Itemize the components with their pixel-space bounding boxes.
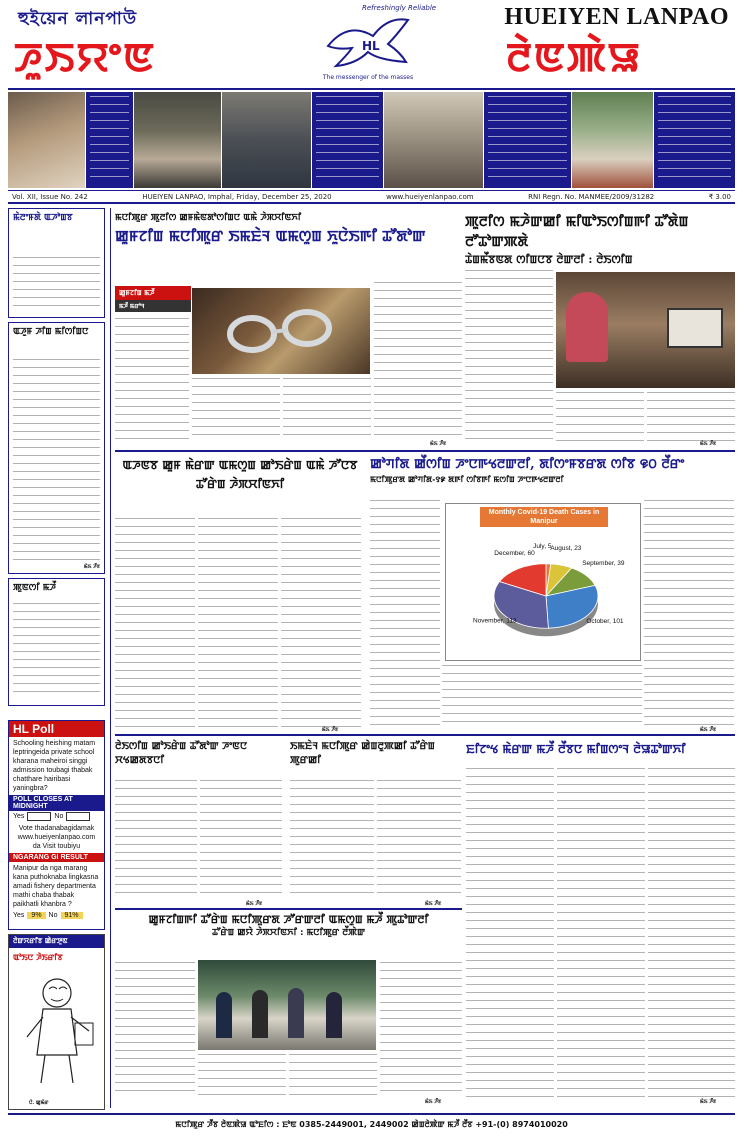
story-7 <box>466 740 735 770</box>
story-1-kicker: ꯃꯅꯤꯄꯨꯔ ꯄꯨꯂꯤꯁ ꯀꯝꯃꯥꯟꯗꯣꯁꯤꯡꯅ ꯑꯃꯥ ꯍꯥꯞꯆꯤꯟꯈꯤ <box>115 213 302 223</box>
strip-photo-1 <box>8 92 86 188</box>
story-8-col-3 <box>289 1054 377 1098</box>
pie-label-september: September, 39 <box>582 560 625 568</box>
english-title: HUEIYEN LANPAO <box>504 4 729 30</box>
story-2-sub: ꯊꯥꯡꯃꯩꯕꯟꯗ ꯁꯤꯡꯅꯕ ꯂꯥꯛꯂꯤ : ꯂꯥꯏꯁꯤꯡ <box>465 253 633 266</box>
strip-photo-3 <box>222 92 312 188</box>
story-2-col-3 <box>647 392 735 442</box>
logo-slogan: Refreshingly Reliable <box>362 4 437 12</box>
story-4-sub: ꯃꯅꯤꯄꯨꯔꯗ ꯀꯣꯚꯤꯗ-꯱꯹ ꯗꯒꯤ ꯁꯤꯕꯒꯤ ꯃꯁꯤꯡ ꯍꯦꯅꯒꯠꯂꯛꯂꯤ <box>370 474 564 484</box>
story-2-title: ꯄꯨꯂꯤꯁ ꯃꯍꯥꯛꯀꯤ ꯃꯤꯑꯣꯏꯁꯤꯡꯒꯤ ꯊꯧꯗꯥꯡ ꯂꯧꯊꯣꯛꯄꯗꯥ <box>465 214 689 250</box>
pie-label-august: August, 23 <box>550 544 582 552</box>
story-7-col-1 <box>466 768 554 1098</box>
poll-result-no-label: No <box>48 912 58 919</box>
left-box-3-title: ꯄꯨꯟꯁꯤ ꯃꯍꯩ <box>13 583 56 593</box>
laptop-screen <box>667 308 723 348</box>
website-link[interactable]: www.hueiyenlanpao.com <box>386 192 474 201</box>
story-1-sub: ꯃꯍꯩ ꯃꯔꯣꯜ <box>115 300 191 312</box>
story-2 <box>465 212 735 272</box>
poll-no-checkbox[interactable] <box>66 812 90 821</box>
price: ₹ 3.00 <box>708 192 731 201</box>
strip-caption-3 <box>484 92 572 188</box>
left-box-1-title: ꯃꯥꯂꯦꯝꯗꯥ ꯑꯍꯣꯡꯕ <box>13 213 73 223</box>
story-8-col-1 <box>115 962 195 1098</box>
strip-caption-2 <box>312 92 384 188</box>
cartoon-signature: ꯅꯥ. ꯀꯨꯃꯥꯔ <box>29 1100 49 1106</box>
story-1-col-4 <box>374 282 462 442</box>
left-box-1-text <box>13 257 100 309</box>
story-6 <box>290 740 462 780</box>
bengali-title: হুইয়েন লানপাউ <box>18 9 138 29</box>
handcuffs-photo <box>192 288 370 374</box>
story-2-col-1 <box>465 270 553 442</box>
story-4-col-3 <box>442 665 642 728</box>
volume: Vol. XII, Issue No. 242 <box>12 192 88 201</box>
story-6-col-1 <box>290 780 374 900</box>
story-6-end: ꯃꯥꯏ ꯍꯩꯕ <box>425 901 442 907</box>
section-rule-1 <box>115 450 735 452</box>
poll-result-row <box>9 911 104 920</box>
story-5 <box>115 740 285 780</box>
poll-vote-info[interactable]: Vote thadanabagidamak www.hueiyenlanpao.com da Visit toubiyu <box>17 825 96 850</box>
dateline <box>8 190 735 204</box>
pie-label-october: October, 101 <box>586 618 624 626</box>
logo-tagline: The messenger of the masses <box>322 74 414 81</box>
person-figure <box>566 292 608 362</box>
story-3 <box>115 456 365 516</box>
story-4-col-1 <box>370 500 440 728</box>
story-8-photo <box>198 960 376 1050</box>
kicker-box: ꯀꯨꯝꯖꯤꯡ ꯃꯍꯩ <box>115 286 191 300</box>
story-3-col-2 <box>198 518 278 728</box>
photo-figure-3 <box>288 988 304 1038</box>
story-7-title: ꯐꯤꯖꯦꯠ ꯃꯥꯔꯛ ꯃꯍꯩ ꯂꯩꯕꯅ ꯃꯤꯡꯁꯦꯜ ꯂꯥꯎꯊꯣꯛꯈꯤ <box>466 742 686 756</box>
rni-number: RNI Regn. No. MANMEE/2009/31282 <box>528 192 655 201</box>
poll-no-label: No <box>54 813 64 820</box>
story-1-col-2 <box>192 378 280 442</box>
story-1-col-3 <box>283 378 371 442</box>
strip-photo-2 <box>134 92 222 188</box>
cartoon-drawing-icon <box>15 965 100 1090</box>
story-2-photo <box>556 272 735 388</box>
story-8-col-2 <box>198 1054 286 1098</box>
story-1-end: ꯃꯥꯏ ꯍꯩꯕ <box>430 441 447 447</box>
pie-label-november: November, 113 <box>472 617 517 625</box>
poll-question: Schooling heishing matam leptringeida private school kharana maheiroi singgi admission toubagi thabak chatthare hairibasi yaningbra? <box>13 740 96 792</box>
story-5-title: ꯂꯥꯏꯁꯤꯡ ꯀꯣꯏꯔꯥꯡ ꯊꯧꯗꯣꯛ ꯍꯦꯟꯅ ꯆꯠꯀꯗꯕꯅꯤ <box>115 741 248 766</box>
photo-strip <box>8 88 735 188</box>
strip-photo-4 <box>384 92 484 188</box>
chart-title: Monthly Covid-19 Death Cases in Manipur <box>480 507 608 527</box>
poll-result-yes: 9% <box>27 912 45 919</box>
place-date: HUEIYEN LANPAO, Imphal, Friday, December 25, 2020 <box>142 192 332 201</box>
left-box-2-title: ꯑꯍꯨꯝ ꯍꯤꯡ ꯃꯤꯁꯤꯡꯅ <box>13 327 89 337</box>
story-3-col-1 <box>115 518 195 728</box>
story-6-col-2 <box>377 780 461 900</box>
poll-result-title: NGARANG GI RESULT <box>9 853 104 862</box>
story-8-sub: ꯊꯧꯔꯥꯡ ꯀꯌꯥ ꯍꯥꯞꯆꯤꯟꯈꯤ : ꯃꯅꯤꯄꯨꯔ ꯂꯩꯄꯥꯛ <box>211 928 366 938</box>
story-4-title: ꯀꯣꯚꯤꯗ ꯀꯩꯁꯤꯡ ꯍꯦꯅꯒꯠꯂꯛꯂꯤ, ꯗꯤꯁꯦꯝꯕꯔꯗ ꯁꯤꯕ ꯶꯰ ꯂꯩꯔꯦ <box>370 457 685 472</box>
cartoon-caption: ꯑꯣꯏꯅ ꯍꯥꯏꯔꯤꯕ <box>13 952 63 962</box>
left-column <box>8 208 105 1106</box>
left-box-3-text <box>13 603 100 697</box>
story-1-col-1 <box>115 318 189 442</box>
poll-title: HL Poll <box>9 721 104 737</box>
cartoon-title: ꯂꯥꯛꯆꯔꯤꯕ ꯀꯥꯔꯇꯨꯟ <box>9 935 104 948</box>
column-rule <box>110 208 111 1108</box>
story-4 <box>370 456 735 496</box>
pie-label-december: December, 60 <box>494 549 535 557</box>
story-8-col-4 <box>380 962 462 1098</box>
strip-photo-5 <box>572 92 654 188</box>
left-box-1 <box>8 208 105 318</box>
story-3-end: ꯃꯥꯏ ꯍꯩꯕ <box>322 727 339 733</box>
photo-figure-1 <box>216 992 232 1038</box>
story-3-col-3 <box>281 518 361 728</box>
poll-options <box>9 811 104 822</box>
left-box-2-byline: ꯃꯥꯏ ꯍꯩꯕ <box>83 564 100 570</box>
poll-result-yes-label: Yes <box>13 912 25 919</box>
masthead-title-left: ꯍꯨꯏꯌꯦꯟ <box>14 34 156 81</box>
strip-caption-1 <box>86 92 134 188</box>
story-3-title: ꯑꯍꯟꯕ ꯀꯨꯝ ꯃꯥꯔꯛ ꯑꯃꯁꯨꯡ ꯀꯣꯏꯔꯥꯡ ꯑꯃꯥ ꯍꯧꯅꯕ ꯊꯧꯔꯥꯡ ꯍꯥꯞꯆꯤꯟꯈꯤ <box>122 458 358 491</box>
story-4-end: ꯃꯥꯏ ꯍꯩꯕ <box>700 727 717 733</box>
cartoon-box <box>8 934 105 1110</box>
photo-figure-2 <box>252 990 268 1038</box>
poll-result-question: Manipur da nga marang kana puthoknaba lingkasna amadi fishery departmenta mathi chaba thabak paikhatli khanbra ? <box>13 865 99 908</box>
story-8-title: ꯀꯨꯝꯖꯤꯡꯒꯤ ꯊꯧꯔꯥꯡ ꯃꯅꯤꯄꯨꯔꯗ ꯍꯧꯔꯛꯂꯤ ꯑꯃꯁꯨꯡ ꯃꯍꯩ ꯄꯨꯊꯣꯛꯂꯤ <box>148 913 429 926</box>
story-5-col-1 <box>115 780 197 900</box>
poll-yes-checkbox[interactable] <box>27 812 51 821</box>
pie-chart <box>446 504 642 662</box>
section-rule-2 <box>115 734 735 736</box>
story-6-title: ꯏꯃꯐꯥꯜ ꯃꯅꯤꯄꯨꯔ ꯀꯥꯡꯂꯨꯄꯀꯤ ꯊꯧꯔꯥꯡ ꯄꯨꯔꯀꯤ <box>290 741 435 766</box>
story-1-title: ꯀꯨꯝꯖꯤꯡ ꯃꯅꯤꯄꯨꯔ ꯏꯃꯐꯥꯜ ꯑꯃꯁꯨꯡ ꯈꯨꯅꯥꯏꯒꯤ ꯊꯧꯗꯣꯛ <box>115 227 426 245</box>
footer: ꯃꯅꯤꯄꯨꯔ ꯍꯩꯕ ꯂꯥꯟꯄꯥꯎ ꯑꯣꯐꯤꯁ : ꯐꯣꯟ 0385-2449001, 2449002 ꯀꯥꯡꯂꯥꯄꯥꯛ ꯃꯍꯩ ꯂꯩꯕ +91-(0) 8974010020 <box>8 1113 735 1131</box>
story-4-col-2 <box>644 500 734 728</box>
story-8-end: ꯃꯥꯏ ꯍꯩꯕ <box>425 1099 442 1105</box>
poll-yes-label: Yes <box>13 813 25 820</box>
photo-figure-4 <box>326 992 342 1038</box>
hl-poll <box>8 720 105 930</box>
story-7-end: ꯃꯥꯏ ꯍꯩꯕ <box>700 1099 717 1105</box>
story-2-end: ꯃꯥꯏ ꯍꯩꯕ <box>700 441 717 447</box>
left-box-2 <box>8 322 105 574</box>
strip-caption-4 <box>654 92 735 188</box>
left-box-3 <box>8 578 105 706</box>
story-5-end: ꯃꯥꯏ ꯍꯩꯕ <box>246 901 263 907</box>
logo-text: HL <box>362 39 380 53</box>
story-8 <box>115 912 462 956</box>
covid-death-chart <box>445 503 641 661</box>
story-5-col-2 <box>200 780 282 900</box>
pie-label-july: July, 5 <box>533 542 552 550</box>
poll-closes: POLL CLOSES AT MIDNIGHT <box>9 795 104 811</box>
handcuffs-icon <box>192 288 370 374</box>
masthead-title-right: ꯂꯥꯟꯄꯥꯎ <box>506 34 642 81</box>
section-rule-3 <box>115 908 462 910</box>
story-7-col-2 <box>557 768 645 1098</box>
poll-result-no: 91% <box>61 912 83 919</box>
left-box-2-text <box>13 359 100 565</box>
story-2-col-2 <box>556 392 644 442</box>
story-7-col-3 <box>648 768 735 1098</box>
